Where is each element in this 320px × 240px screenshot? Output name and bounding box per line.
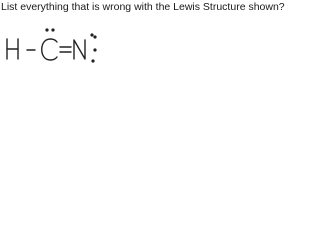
atom-c-glyph (42, 39, 57, 60)
n-electron-dot (93, 48, 96, 51)
atom-h-glyph (7, 39, 18, 59)
bond-c-n-double (60, 47, 71, 52)
c-electron-dot (45, 28, 48, 31)
lewis-structure-drawing (0, 22, 200, 83)
c-electron-dot (51, 28, 54, 31)
n-electron-dot (91, 59, 94, 62)
n-electron-dot (90, 33, 93, 36)
n-electron-dot (93, 35, 96, 38)
atom-n-glyph (74, 40, 85, 59)
question-text: List everything that is wrong with the Lewis Structure shown? (1, 1, 285, 13)
